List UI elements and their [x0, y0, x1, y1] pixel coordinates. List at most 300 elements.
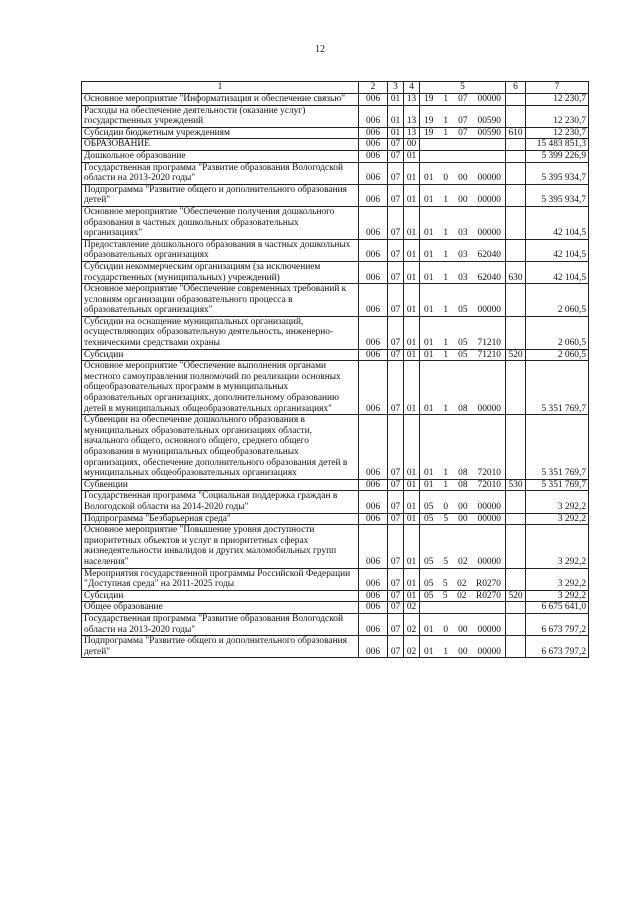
row-name: Субсидии бюджетным учреждениям: [82, 127, 359, 139]
row-subsection: 01: [404, 513, 420, 525]
target-article-part: 01: [424, 479, 434, 490]
table-header-row: [82, 82, 589, 94]
row-section: 01: [388, 127, 404, 139]
target-article-part: 02: [457, 579, 467, 590]
target-article-part: 08: [458, 403, 468, 414]
target-article-code: [422, 468, 503, 479]
row-name: Подпрограмма "Развитие общего и дополнительного образования детей": [82, 184, 359, 206]
target-article-part: 00000: [477, 94, 501, 104]
target-article-code: [422, 305, 503, 316]
target-article-part: 19: [424, 94, 434, 104]
target-article-part: 1: [443, 305, 449, 316]
row-expense-type: 610: [506, 127, 526, 139]
row-expense-type: [506, 636, 526, 658]
target-article-part: 00: [458, 173, 468, 184]
row-admin-code: 006: [359, 162, 388, 184]
table-row: [82, 239, 589, 261]
table-row: [82, 150, 589, 162]
row-admin-code: 006: [359, 94, 388, 106]
target-article-part: 1: [443, 195, 449, 206]
header-cell: 7: [526, 82, 589, 94]
row-admin-code: 006: [359, 479, 388, 491]
header-cell: 6: [506, 82, 526, 94]
row-name: Основное мероприятие "Информатизация и обеспечение связью": [82, 94, 359, 106]
row-target-article: [420, 568, 506, 590]
row-expense-type: [506, 613, 526, 635]
target-article-part: 71210: [477, 338, 501, 349]
row-admin-code: 006: [359, 284, 388, 317]
row-section: 07: [388, 162, 404, 184]
row-section: 07: [388, 261, 404, 283]
table-row: [82, 636, 589, 658]
row-expense-type: [506, 284, 526, 317]
row-target-article: [420, 361, 506, 415]
target-article-part: 62040: [477, 272, 501, 283]
row-expense-type: 530: [506, 479, 526, 491]
row-expense-type: [506, 139, 526, 151]
target-article-part: 00: [458, 501, 468, 512]
row-amount: 42 104,5: [526, 239, 589, 261]
target-article-part: 1: [443, 479, 449, 490]
row-name: Субвенции на обеспечение дошкольного образования в муниципальных образовательных организациях области, начального общего, основного общего, среднего общего образования в муниципальных общеобразовательных организациях, обеспечение дополнительного образования детей в муниципальных общеобразовательных организациях: [82, 415, 359, 480]
table-row: [82, 349, 589, 361]
target-article-part: 00000: [477, 513, 501, 524]
target-article-part: 19: [424, 127, 434, 138]
row-name: Основное мероприятие "Обеспечение современных требований к условиям организации образовательного процесса в образовательных организациях": [82, 284, 359, 317]
row-target-article: [420, 94, 506, 106]
row-target-article: [420, 139, 506, 151]
row-amount: 5 399 226,9: [526, 150, 589, 162]
row-admin-code: 006: [359, 184, 388, 206]
target-article-part: 0: [443, 173, 449, 184]
target-article-code: [422, 502, 503, 513]
table-row: [82, 415, 589, 480]
target-article-part: 05: [458, 349, 468, 360]
table-row: [82, 361, 589, 415]
row-target-article: [420, 105, 506, 127]
row-amount: 5 395 934,7: [526, 184, 589, 206]
target-article-code: [422, 228, 503, 239]
target-article-part: 0: [443, 501, 449, 512]
row-subsection: 01: [404, 349, 420, 361]
row-name: Субсидии: [82, 590, 359, 602]
row-subsection: 01: [404, 206, 420, 239]
row-section: 07: [388, 636, 404, 658]
row-amount: 6 675 641,0: [526, 602, 589, 614]
target-article-code: [422, 195, 503, 206]
row-amount: 12 230,7: [526, 105, 589, 127]
target-article-part: 00000: [477, 501, 501, 512]
row-target-article: [420, 479, 506, 491]
target-article-code: [422, 350, 503, 361]
target-article-part: 05: [424, 501, 434, 512]
row-section: 07: [388, 602, 404, 614]
row-admin-code: 006: [359, 127, 388, 139]
target-article-part: 01: [424, 468, 434, 479]
row-name: Государственная программа "Социальная поддержка граждан в Вологодской области на 2014-2020 годы": [82, 491, 359, 513]
target-article-part: 00000: [477, 305, 501, 316]
target-article-part: 05: [424, 590, 434, 601]
target-article-part: 00: [458, 624, 468, 635]
target-article-code: [422, 591, 503, 602]
target-article-part: 01: [424, 646, 434, 657]
row-admin-code: 006: [359, 349, 388, 361]
row-name: Субсидии на оснащение муниципальных организаций, осуществляющих образовательную деятельность, инженерно-техническими средствами охраны: [82, 316, 359, 349]
target-article-part: 05: [424, 513, 434, 524]
target-article-part: 07: [458, 94, 468, 104]
row-amount: 5 351 769,7: [526, 415, 589, 480]
header-cell: 2: [359, 82, 388, 94]
row-target-article: [420, 602, 506, 614]
row-amount: 5 395 934,7: [526, 162, 589, 184]
row-expense-type: [506, 94, 526, 106]
row-subsection: 01: [404, 284, 420, 317]
row-name: Подпрограмма "Развитие общего и дополнительного образования детей": [82, 636, 359, 658]
row-section: 07: [388, 568, 404, 590]
row-name: ОБРАЗОВАНИЕ: [82, 139, 359, 151]
row-target-article: [420, 127, 506, 139]
row-expense-type: 520: [506, 349, 526, 361]
row-name: Основное мероприятие "Обеспечение выполнения органами местного самоуправления полномочий по реализации основных общеобразовательных программ в муниципальных образовательных организациях, дополнительному образованию детей в муниципальных общеобразовательных организациях": [82, 361, 359, 415]
target-article-part: 5: [442, 590, 448, 601]
target-article-part: 71210: [477, 349, 501, 360]
row-expense-type: [506, 525, 526, 568]
target-article-part: 00590: [477, 116, 501, 127]
row-amount: 5 351 769,7: [526, 361, 589, 415]
target-article-code: [422, 338, 503, 349]
row-expense-type: [506, 415, 526, 480]
table-row: [82, 513, 589, 525]
target-article-part: 1: [443, 646, 449, 657]
row-expense-type: [506, 239, 526, 261]
row-target-article: [420, 513, 506, 525]
target-article-part: 1: [443, 468, 449, 479]
table-row: [82, 139, 589, 151]
row-amount: 15 483 851,3: [526, 139, 589, 151]
table-row: [82, 613, 589, 635]
target-article-part: 07: [458, 127, 468, 138]
table-row: [82, 479, 589, 491]
row-subsection: 01: [404, 479, 420, 491]
row-amount: 3 292,2: [526, 568, 589, 590]
target-article-part: 1: [443, 250, 449, 261]
target-article-code: [422, 625, 503, 636]
target-article-part: 05: [458, 305, 468, 316]
target-article-part: 5: [443, 556, 449, 567]
row-target-article: [420, 491, 506, 513]
target-article-part: 1: [443, 127, 449, 138]
row-subsection: 01: [404, 261, 420, 283]
row-admin-code: 006: [359, 150, 388, 162]
row-subsection: 01: [404, 590, 420, 602]
target-article-part: 00: [458, 195, 468, 206]
target-article-part: 1: [443, 228, 449, 239]
row-section: 07: [388, 525, 404, 568]
target-article-part: 01: [424, 250, 434, 261]
row-admin-code: 006: [359, 590, 388, 602]
table-row: [82, 162, 589, 184]
row-section: 07: [388, 150, 404, 162]
table-row: [82, 525, 589, 568]
row-amount: 3 292,2: [526, 513, 589, 525]
row-target-article: [420, 636, 506, 658]
header-cell: 5: [420, 82, 506, 94]
table-row: [82, 568, 589, 590]
row-expense-type: [506, 361, 526, 415]
row-name: Общее образование: [82, 602, 359, 614]
row-section: 07: [388, 361, 404, 415]
row-target-article: [420, 239, 506, 261]
row-admin-code: 006: [359, 239, 388, 261]
row-expense-type: [506, 568, 526, 590]
header-cell: 3: [388, 82, 404, 94]
row-amount: 2 060,5: [526, 349, 589, 361]
row-amount: 6 673 797,2: [526, 636, 589, 658]
target-article-part: 02: [457, 590, 467, 601]
row-subsection: 13: [404, 105, 420, 127]
row-section: 01: [388, 94, 404, 106]
target-article-code: [422, 557, 503, 568]
row-admin-code: 006: [359, 261, 388, 283]
row-name: Основное мероприятие "Обеспечение получения дошкольного образования в частных дошкольных образовательных организациях": [82, 206, 359, 239]
row-admin-code: 006: [359, 568, 388, 590]
row-target-article: [420, 613, 506, 635]
target-article-part: 08: [458, 479, 468, 490]
row-expense-type: [506, 491, 526, 513]
target-article-part: 03: [458, 228, 468, 239]
target-article-part: 01: [424, 195, 434, 206]
row-amount: 3 292,2: [526, 491, 589, 513]
target-article-part: 00000: [477, 195, 501, 206]
target-article-part: 1: [443, 94, 449, 104]
row-section: 01: [388, 105, 404, 127]
table-row: [82, 284, 589, 317]
row-admin-code: 006: [359, 602, 388, 614]
target-article-part: 5: [443, 513, 449, 524]
target-article-code: [422, 480, 503, 491]
row-name: Государственная программа "Развитие образования Вологодской области на 2013-2020 годы": [82, 613, 359, 635]
target-article-part: 05: [458, 338, 468, 349]
target-article-part: 72010: [477, 468, 501, 479]
row-section: 07: [388, 284, 404, 317]
target-article-part: 19: [424, 116, 434, 127]
row-admin-code: 006: [359, 415, 388, 480]
table-row: [82, 94, 589, 106]
row-subsection: 01: [404, 150, 420, 162]
table-row: [82, 184, 589, 206]
row-name: Государственная программа "Развитие образования Вологодской области на 2013-2020 годы": [82, 162, 359, 184]
row-name: Субсидии: [82, 349, 359, 361]
row-subsection: 13: [404, 94, 420, 106]
row-target-article: [420, 525, 506, 568]
page-number: 12: [315, 44, 325, 55]
row-target-article: [420, 162, 506, 184]
target-article-part: 05: [424, 579, 434, 590]
target-article-part: 05: [424, 556, 434, 567]
row-target-article: [420, 316, 506, 349]
target-article-code: [422, 647, 503, 658]
target-article-part: R0270: [475, 590, 501, 601]
row-section: 07: [388, 316, 404, 349]
row-admin-code: 006: [359, 613, 388, 635]
row-subsection: 01: [404, 239, 420, 261]
row-amount: 3 292,2: [526, 525, 589, 568]
target-article-part: 00590: [477, 127, 501, 138]
row-subsection: 02: [404, 613, 420, 635]
row-name: Основное мероприятие "Повышение уровня доступности приоритетных объектов и услуг в приоритетных сферах жизнедеятельности инвалидов и других маломобильных групп населения": [82, 525, 359, 568]
target-article-part: 72010: [477, 479, 501, 490]
target-article-part: 00: [458, 646, 468, 657]
target-article-part: 01: [424, 272, 434, 283]
budget-table: [81, 81, 589, 658]
target-article-part: 1: [443, 338, 449, 349]
target-article-code: [422, 116, 503, 127]
row-target-article: [420, 150, 506, 162]
row-expense-type: [506, 184, 526, 206]
target-article-code: [422, 173, 503, 184]
target-article-part: 00000: [477, 624, 501, 635]
row-admin-code: 006: [359, 206, 388, 239]
row-amount: 2 060,5: [526, 316, 589, 349]
target-article-part: 0: [443, 624, 449, 635]
header-cell: 1: [82, 82, 359, 94]
target-article-part: 5: [442, 579, 448, 590]
row-expense-type: [506, 162, 526, 184]
row-expense-type: [506, 602, 526, 614]
target-article-part: 01: [424, 338, 434, 349]
row-admin-code: 006: [359, 105, 388, 127]
row-section: 07: [388, 479, 404, 491]
row-amount: 42 104,5: [526, 261, 589, 283]
target-article-part: 08: [458, 468, 468, 479]
target-article-code: [422, 579, 503, 590]
target-article-code: [422, 128, 503, 139]
row-expense-type: 520: [506, 590, 526, 602]
row-name: Расходы на обеспечение деятельности (оказание услуг) государственных учреждений: [82, 105, 359, 127]
target-article-code: [422, 94, 503, 105]
row-name: Мероприятия государственной программы Российской Федерации "Доступная среда" на 2011-2025 годы: [82, 568, 359, 590]
row-expense-type: [506, 105, 526, 127]
row-subsection: 01: [404, 491, 420, 513]
target-article-part: 1: [443, 349, 449, 360]
target-article-part: 1: [443, 403, 449, 414]
row-subsection: 01: [404, 316, 420, 349]
table-row: [82, 261, 589, 283]
row-target-article: [420, 284, 506, 317]
target-article-part: 01: [424, 305, 434, 316]
row-section: 07: [388, 513, 404, 525]
row-section: 07: [388, 184, 404, 206]
row-expense-type: [506, 206, 526, 239]
target-article-code: [422, 404, 503, 415]
row-name: Подпрограмма "Безбарьерная среда": [82, 513, 359, 525]
target-article-part: 00000: [477, 556, 501, 567]
table-row: [82, 491, 589, 513]
row-section: 07: [388, 590, 404, 602]
row-admin-code: 006: [359, 361, 388, 415]
row-name: Субсидии некоммерческим организациям (за исключением государственных (муниципальных) учреждений): [82, 261, 359, 283]
row-target-article: [420, 590, 506, 602]
table-row: [82, 127, 589, 139]
table-row: [82, 105, 589, 127]
target-article-part: 01: [424, 349, 434, 360]
target-article-code: [422, 273, 503, 284]
target-article-code: [422, 250, 503, 261]
row-expense-type: [506, 316, 526, 349]
row-expense-type: [506, 513, 526, 525]
target-article-part: 1: [443, 116, 449, 127]
row-section: 07: [388, 239, 404, 261]
row-amount: 3 292,2: [526, 590, 589, 602]
row-section: 07: [388, 415, 404, 480]
row-amount: 2 060,5: [526, 284, 589, 317]
row-amount: 6 673 797,2: [526, 613, 589, 635]
target-article-part: 07: [458, 116, 468, 127]
row-amount: 5 351 769,7: [526, 479, 589, 491]
target-article-part: 03: [458, 250, 468, 261]
target-article-code: [422, 514, 503, 525]
row-subsection: 01: [404, 361, 420, 415]
table-row: [82, 590, 589, 602]
row-admin-code: 006: [359, 139, 388, 151]
target-article-part: 00000: [477, 228, 501, 239]
row-section: 07: [388, 139, 404, 151]
row-admin-code: 006: [359, 513, 388, 525]
row-expense-type: [506, 150, 526, 162]
target-article-part: 01: [424, 228, 434, 239]
row-target-article: [420, 184, 506, 206]
row-section: 07: [388, 491, 404, 513]
target-article-part: 01: [424, 403, 434, 414]
row-target-article: [420, 261, 506, 283]
row-subsection: 13: [404, 127, 420, 139]
row-admin-code: 006: [359, 525, 388, 568]
row-target-article: [420, 415, 506, 480]
row-subsection: 00: [404, 139, 420, 151]
row-amount: 12 230,7: [526, 94, 589, 106]
target-article-part: 00000: [477, 403, 501, 414]
table-row: [82, 206, 589, 239]
row-section: 07: [388, 613, 404, 635]
row-subsection: 02: [404, 602, 420, 614]
target-article-part: 01: [424, 173, 434, 184]
row-admin-code: 006: [359, 316, 388, 349]
row-target-article: [420, 349, 506, 361]
target-article-part: 1: [443, 272, 449, 283]
table-row: [82, 316, 589, 349]
target-article-part: R0270: [475, 579, 501, 590]
header-cell: 4: [404, 82, 420, 94]
target-article-part: 03: [458, 272, 468, 283]
target-article-part: 00: [458, 513, 468, 524]
row-subsection: 01: [404, 568, 420, 590]
row-amount: 12 230,7: [526, 127, 589, 139]
row-subsection: 01: [404, 415, 420, 480]
row-name: Предоставление дошкольного образования в частных дошкольных образовательных организациях: [82, 239, 359, 261]
target-article-part: 00000: [477, 646, 501, 657]
row-target-article: [420, 206, 506, 239]
row-subsection: 01: [404, 184, 420, 206]
target-article-part: 00000: [477, 173, 501, 184]
table-row: [82, 602, 589, 614]
row-section: 07: [388, 206, 404, 239]
row-name: Субвенции: [82, 479, 359, 491]
row-subsection: 01: [404, 162, 420, 184]
target-article-part: 02: [458, 556, 468, 567]
row-admin-code: 006: [359, 491, 388, 513]
row-subsection: 01: [404, 525, 420, 568]
row-name: Дошкольное образование: [82, 150, 359, 162]
